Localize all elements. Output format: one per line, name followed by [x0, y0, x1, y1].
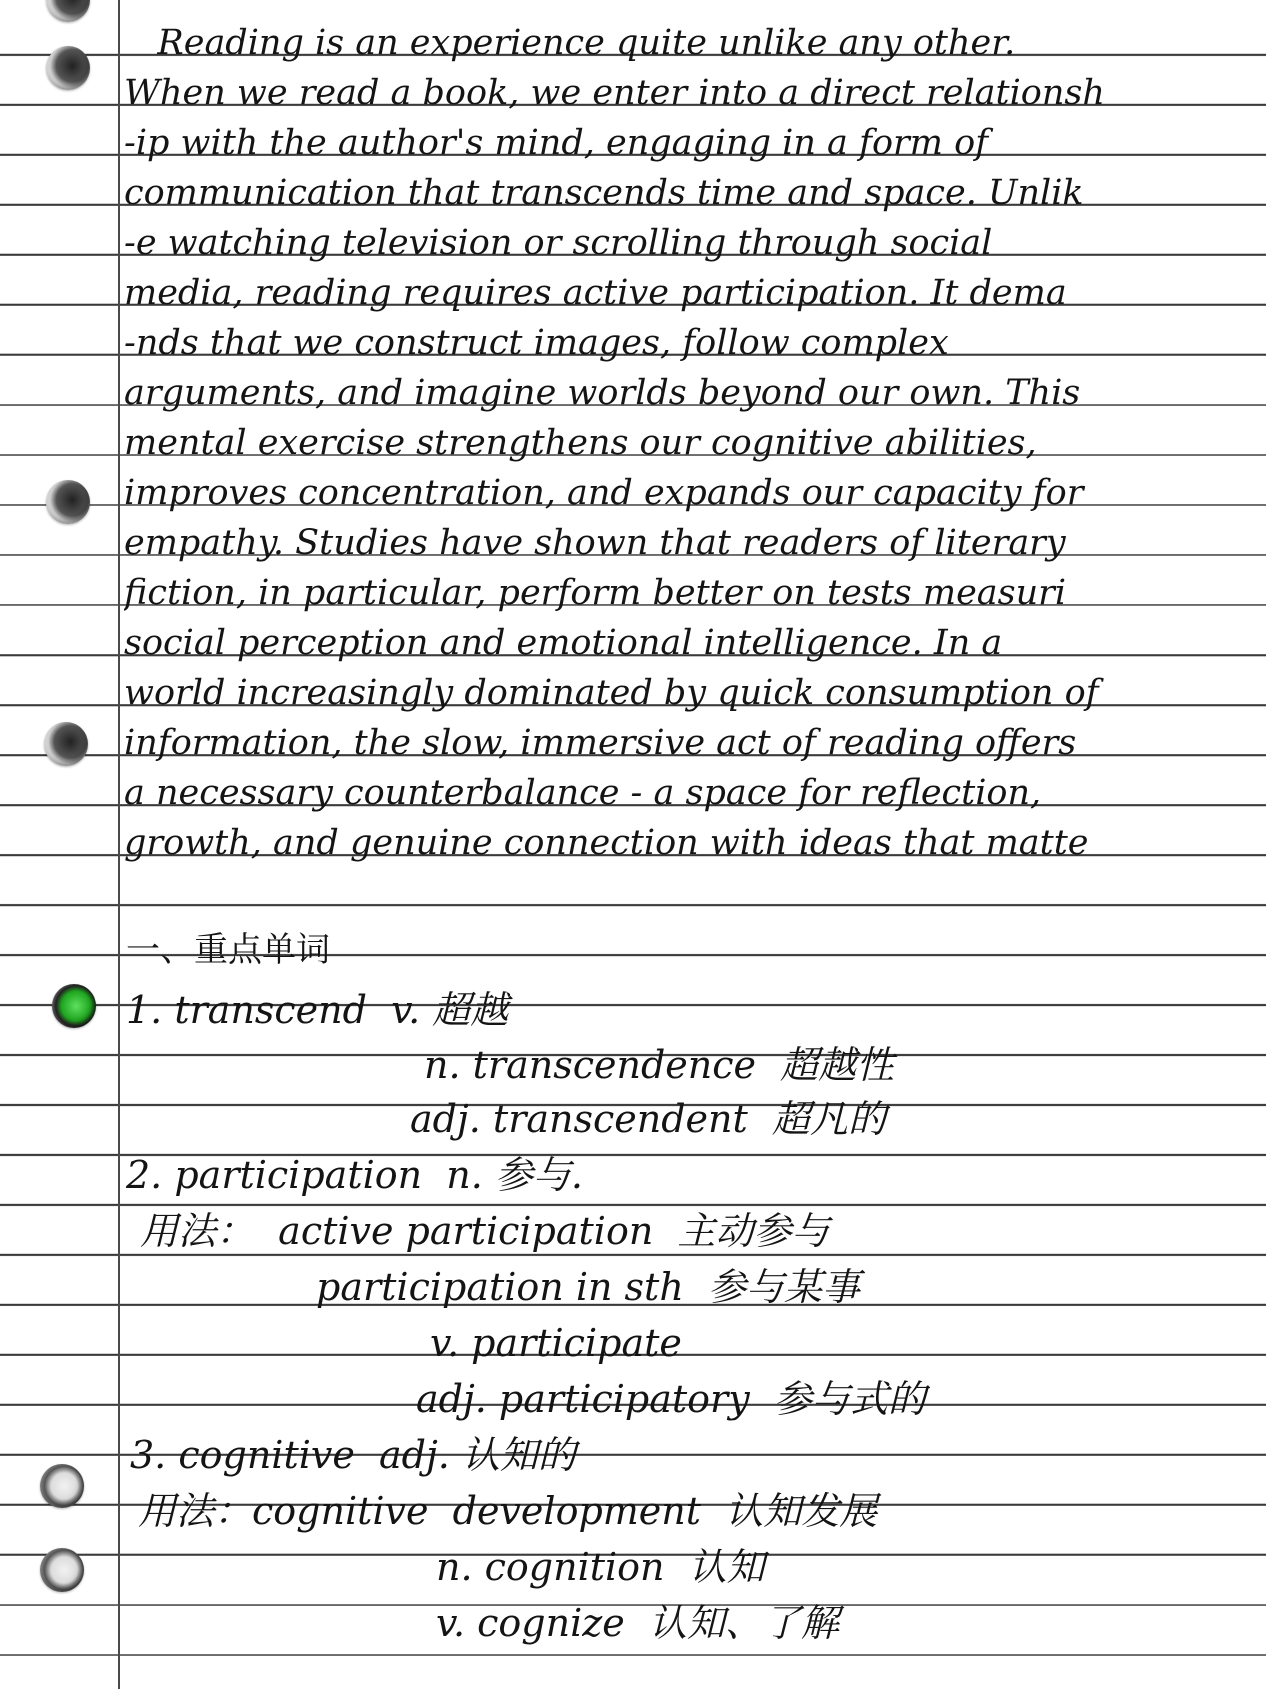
- vocab-entry: 2. participation n. 参与.: [126, 1153, 583, 1197]
- essay-line: a necessary counterbalance - a space for reflection,: [124, 773, 1042, 813]
- vocab-entry: adj. transcendent 超凡的: [410, 1097, 886, 1141]
- usage-entry: participation in sth 参与某事: [316, 1265, 860, 1309]
- essay-line: Reading is an experience quite unlike any other.: [124, 23, 1016, 63]
- vocab-entry: n. cognition 认知: [436, 1545, 765, 1589]
- essay-line: -e watching television or scrolling through social: [124, 223, 993, 263]
- vocab-entry: v. participate: [430, 1321, 682, 1365]
- vocab-entry: adj. participatory 参与式的: [416, 1377, 926, 1421]
- essay-line: arguments, and imagine worlds beyond our own. This: [124, 373, 1081, 413]
- essay-line: improves concentration, and expands our capacity for: [124, 473, 1084, 513]
- essay-line: mental exercise strengthens our cognitive abilities,: [124, 423, 1037, 463]
- essay-line: communication that transcends time and space. Unlik: [124, 173, 1084, 213]
- vocab-entry: v. cognize 认知、了解: [436, 1601, 839, 1645]
- essay-line: growth, and genuine connection with ideas that matte: [124, 823, 1089, 863]
- essay-line: world increasingly dominated by quick consumption of: [124, 673, 1099, 713]
- vocab-entry: 1. transcend v. 超越: [126, 988, 509, 1032]
- usage-entry: 用法：cognitive development 认知发展: [138, 1489, 878, 1533]
- essay-line: social perception and emotional intelligence. In a: [124, 623, 1003, 663]
- essay-line: empathy. Studies have shown that readers of literary: [124, 523, 1066, 563]
- vocab-entry: n. transcendence 超越性: [424, 1043, 895, 1087]
- essay-line: When we read a book, we enter into a direct relationsh: [124, 73, 1105, 113]
- vocab-entry: 3. cognitive adj. 认知的: [130, 1433, 576, 1477]
- notes-heading: 一、重点单词: [126, 930, 330, 970]
- essay-line: -nds that we construct images, follow complex: [124, 323, 949, 363]
- essay-line: information, the slow, immersive act of reading offers: [124, 723, 1077, 763]
- usage-entry: 用法： active participation 主动参与: [140, 1209, 830, 1253]
- essay-line: -ip with the author's mind, engaging in a form of: [124, 123, 989, 163]
- essay-line: media, reading requires active participation. It dema: [124, 273, 1067, 313]
- essay-line: fiction, in particular, perform better on tests measuri: [124, 573, 1067, 613]
